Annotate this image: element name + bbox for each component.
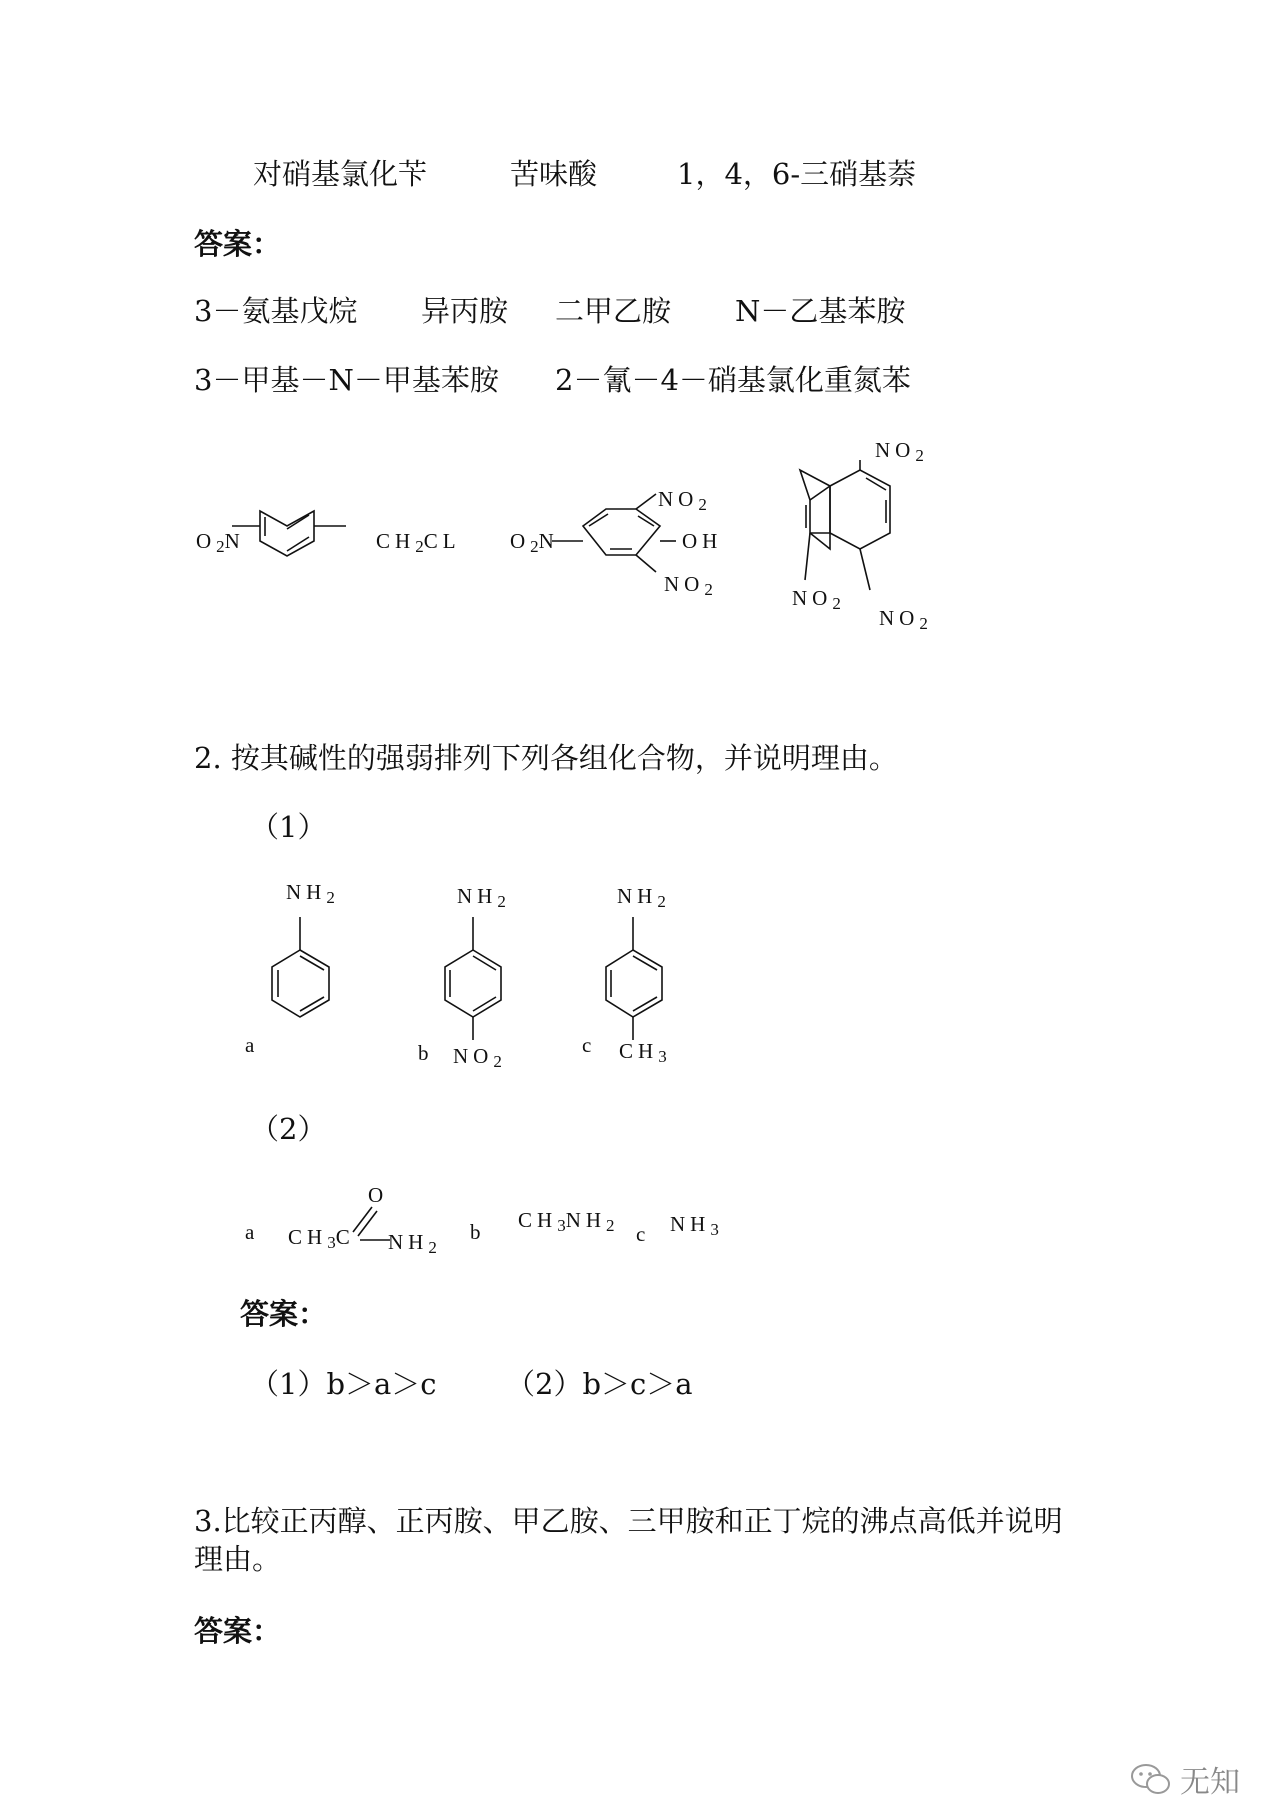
answer-1-1: 3－氨基戊烷 [194,294,358,328]
ammonia-label: $NH_3$ [670,1212,719,1239]
ch3-label-c: $CH_3$ [619,1039,667,1066]
answer-2-part-2: （2）b＞c＞a [506,1367,693,1401]
answer-1-6: 2－氰－4－硝基氯化重氮苯 [555,363,911,397]
nh2-label-b: $NH_2$ [457,884,506,911]
answer-label-2: 答案： [240,1297,328,1331]
name-picric-acid: 苦味酸 [510,157,598,191]
methylamine-label: $CH_3NH_2$ [518,1208,615,1235]
no2-label-b: $NO_2$ [453,1044,502,1071]
acetamide-structure [353,1207,390,1240]
no2-label-naph-bottom: $NO_2$ [879,606,928,633]
oh-label: OH [682,529,723,553]
compound2-label-a: a [245,1220,255,1244]
watermark [1130,1757,1240,1801]
answer-1-5: 3－甲基－N－甲基苯胺 [194,363,499,397]
no2-label-picric-bottom: $NO_2$ [664,572,713,599]
answer-label-3: 答案： [194,1614,282,1648]
part-2-label: （2） [250,1112,327,1146]
part-1-label: （1） [250,810,327,844]
ch2cl-label: $CH_2CL$ [376,529,461,556]
no2-label-naph-left: $NO_2$ [792,586,841,613]
amide-nh2-label: $NH_2$ [388,1230,437,1257]
compound2-label-b: b [470,1220,481,1244]
nh2-label-c: $NH_2$ [617,884,666,911]
answer-2-part-1: （1）b＞a＞c [250,1367,437,1401]
nh2-label-a: $NH_2$ [286,880,335,907]
wechat-icon [1130,1762,1172,1796]
question-3-line-1: 3.比较正丙醇、正丙胺、甲乙胺、三甲胺和正丁烷的沸点高低并说明 [194,1504,1063,1538]
compound-label-b: b [418,1041,429,1065]
question-2: 2. 按其碱性的强弱排列下列各组化合物，并说明理由。 [194,741,898,775]
answer-1-2: 异丙胺 [421,294,509,328]
no2-label-picric-top: $NO_2$ [658,487,707,514]
name-p-nitrobenzyl-chloride: 对硝基氯化苄 [253,157,428,191]
question-3-line-2: 理由。 [194,1542,282,1576]
answer-label-1: 答案： [194,227,282,261]
compound-label-c: c [582,1033,592,1057]
no2-label-naph-top: $NO_2$ [875,438,924,465]
carbonyl-o-label: O [368,1183,389,1207]
answer-1-4: N－乙基苯胺 [735,294,906,328]
watermark-text: 无知 [1180,1765,1240,1800]
o2n-label-2: $O_2N$ [510,529,559,556]
compound2-label-c: c [636,1222,646,1246]
ch3c-label: $CH_3C$ [288,1225,355,1252]
name-trinitronaphthalene: 1，4，6-三硝基萘 [677,157,917,191]
o2n-label-1: $O_2N$ [196,529,245,556]
compound-label-a: a [245,1033,255,1057]
answer-1-3: 二甲乙胺 [555,294,672,328]
